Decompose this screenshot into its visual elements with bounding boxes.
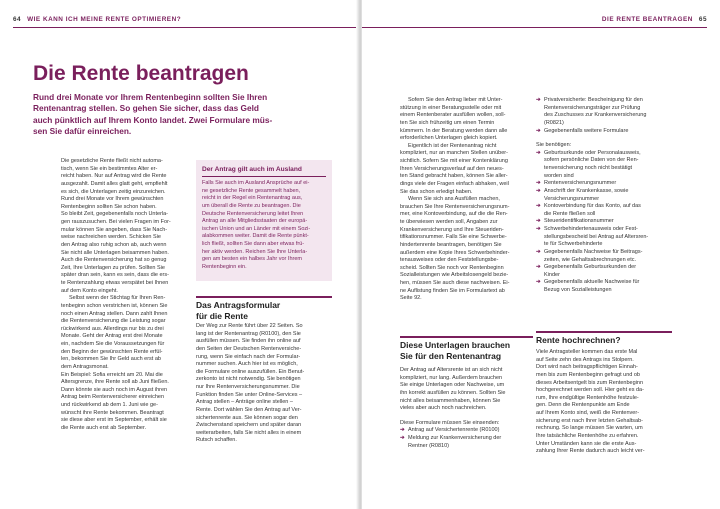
- list-item-line: Anschrift der Krankenkasse, sowie: [544, 187, 629, 194]
- right-column-1-top: [400, 97, 533, 303]
- text-line: Funktion finden Sie unter Online-Services –: [196, 391, 303, 398]
- list-item-line: worden sind: [544, 172, 574, 179]
- bullet-list: [400, 427, 533, 450]
- text-line: Altersgrenze, ihre Rente soll ab Juni fließen.: [61, 379, 169, 386]
- box-line: Rentenbeginn ein.: [202, 263, 247, 270]
- text-line: Eigentlich ist der Rentenantrag nicht: [408, 142, 497, 149]
- right-column-2-top: [536, 97, 672, 295]
- list-item-line: Meldung zur Krankenversicherung der: [408, 435, 502, 441]
- right-column-1-bottom: [400, 367, 533, 450]
- text-line: Antrag beim Rentenversicherer einreichen: [61, 394, 165, 401]
- text-line: tifikationsnummer. Falls Sie eine Schwerbe-: [400, 234, 507, 241]
- list-item-line: Rentner (R0810): [408, 442, 449, 449]
- text-line: Krankenversicherung und Ihre Steueriden-: [400, 226, 504, 233]
- list-item-line: Antrag auf Versichertenrente (R0100): [408, 427, 500, 434]
- text-line: kompliziert, nur an manchen Stellen unüber-: [400, 150, 508, 157]
- text-line: mer, eine Kontoverbindung, auf die die Ren-: [400, 211, 508, 218]
- text-line: einem Rentenberater ausfüllen wollen, soll-: [400, 112, 506, 119]
- text-line: auf dem Konto eingeht.: [61, 287, 118, 294]
- right-column-2-bottom: [536, 349, 672, 456]
- text-line: zahlung Ihrer Rente dadurch auch leicht ver-: [536, 448, 645, 455]
- box-line: reicht in der Regel ein Rentenantrag aus,: [202, 195, 303, 202]
- arrow-right-icon: ➔: [536, 218, 541, 225]
- list-item-line: Schwerbehindertenausweis oder Fest-: [544, 226, 638, 232]
- forms-intro: Diese Formulare müssen Sie einsenden:: [400, 419, 500, 426]
- running-head-left: [13, 16, 181, 23]
- box-line: ne gesetzliche Rente gesammelt haben,: [202, 187, 301, 194]
- text-line: rechnung. So lange müssen Sie warten, um: [536, 425, 643, 432]
- text-line: später dran sein, kann es sein, dass die ers-: [61, 272, 169, 279]
- text-line: weiterarbeiten, falls Sie nicht alles in einem: [196, 429, 302, 436]
- text-line: scheid. Sollten Sie noch vor Rentenbeginn: [400, 264, 504, 271]
- page-number-right: 65: [698, 16, 707, 23]
- text-line: ihn korrekt ausfüllen zu können. Sollten Sie: [400, 389, 506, 396]
- box-line: alabkommen weiter. Damit die Rente pünkt-: [202, 233, 309, 240]
- list-item-line: Bezug von Sozialleistungen: [544, 287, 612, 293]
- text-line: Unter Umständen kann sie die erste Aus-: [536, 440, 637, 447]
- text-line: Sie das schon erledigt haben.: [400, 188, 473, 195]
- paragraph: [61, 158, 187, 295]
- arrow-right-icon: ➔: [536, 203, 541, 210]
- box-line: um überall die Rente zu beantragen. Die: [202, 202, 301, 209]
- text-line: die Rente auch erst ab September.: [61, 424, 146, 431]
- list-item-line: (R0821): [544, 119, 564, 126]
- text-line: ausgezahlt. Damit alles glatt geht, empfiehlt: [61, 180, 168, 187]
- text-line: Ihre tatsächliche Rentenhöhe zu erfahren.: [536, 432, 639, 439]
- info-box-title: Der Antrag gilt auch im Ausland: [202, 166, 326, 177]
- list-item-line: Kinder: [544, 271, 560, 278]
- text-line: rung, wenn Sie einfach nach der Formular-: [196, 353, 301, 360]
- page-number-left: 64: [13, 16, 22, 23]
- text-line: Rund drei Monate vor Ihrem gewünschten: [61, 196, 164, 203]
- text-line: dieses Arbeitsentgelt bis zum Rentenbeginn: [536, 379, 644, 386]
- text-line: ausfüllen müssen. Sie finden ihn online auf: [196, 338, 301, 345]
- text-line: tisch, wenn Sie ein bestimmtes Alter er-: [61, 165, 158, 172]
- list-item-line: Rentenversicherungsnummer: [544, 180, 617, 187]
- text-line: Der Weg zur Rente führt über 22 Seiten. So: [196, 323, 303, 329]
- text-line: zerkonto ist nicht notwendig. Sie benötigen: [196, 376, 301, 383]
- box-line: Deutsche Rentenversicherung leitet Ihren: [202, 210, 304, 217]
- left-column-1: [61, 158, 187, 433]
- list-item-line: Gegebenenfalls Nachweise für Beitrags-: [544, 248, 643, 255]
- header-rule-right: [362, 27, 707, 28]
- subheading-line: für die Rente: [196, 310, 248, 321]
- text-line: te Rentenzahlung etwas verspätet bei Ihnen: [61, 280, 169, 286]
- text-line: Monate. Geht der Antrag erst drei Monate: [61, 333, 163, 340]
- text-line: men bis zum Rentenbeginn gefragt und ob: [536, 371, 640, 378]
- left-column-2: [196, 323, 332, 445]
- paragraph: [61, 295, 187, 371]
- box-line: lich fließt, sollten Sie dann aber etwas frü-: [202, 241, 305, 247]
- text-line: Sie nicht alle Unterlagen beisammen haben.: [61, 249, 169, 256]
- list-item: [536, 249, 672, 264]
- text-line: nummer suchen. Auch hier ist es möglich,: [196, 361, 298, 368]
- running-head-right: [602, 16, 707, 23]
- list-item-line: Versicherungsnummer: [544, 195, 600, 202]
- list-item: [536, 264, 672, 279]
- list-item-line: Gegebenenfalls Geburtsurkunden der: [544, 264, 637, 271]
- text-line: weise nachreichen werden. Schicken Sie: [61, 234, 161, 241]
- text-line: Rentenbeginn sollten Sie schon haben.: [61, 203, 157, 210]
- list-item: [536, 150, 672, 181]
- text-line: tenausweises oder den Feststellungsbe-: [400, 257, 499, 264]
- list-item-line: die Rente fließen soll: [544, 210, 596, 217]
- list-item: [536, 226, 672, 249]
- list-item-line: tenversicherung noch nicht bestätigt: [544, 165, 633, 171]
- header-rule-left: [13, 27, 358, 28]
- needs-intro: Sie benötigen:: [536, 142, 572, 149]
- text-line: Ein Beispiel: Sofia erreicht am 20. Mai die: [61, 371, 163, 378]
- lead-line: Rund drei Monate vor Ihrem Rentenbeginn sollten Sie Ihren: [33, 92, 268, 102]
- text-line: Die gesetzliche Rente fließt nicht automa-: [61, 158, 163, 164]
- list-item-line: Gegebenenfalls weitere Formulare: [544, 127, 629, 134]
- text-line: rum, Ihre endgültige Rentenhöhe festzule-: [536, 394, 639, 401]
- text-line: Sozialleistungen wie Arbeitslosengeld bezie-: [400, 272, 509, 279]
- text-line: reicht haben. Nur auf Antrag wird die Rente: [61, 173, 167, 180]
- text-line: auf Ihrem Konto sind, weiß die Rentenver-: [536, 410, 640, 416]
- text-line: vieles aber auch noch nachreichen.: [400, 405, 487, 412]
- subheading-line: Das Antragsformular: [196, 300, 281, 310]
- text-line: brauchen Sie Ihre Rentenversicherungsnum-: [400, 203, 510, 210]
- paragraph: [400, 196, 533, 303]
- list-item-line: Privatversicherte: Bescheinigung für den: [544, 97, 643, 103]
- text-line: Dort wird nach beitragspflichtigen Einnah-: [536, 364, 638, 371]
- lead-line: Rentenantrag stellen. So gehen Sie sicher, dass das Geld: [33, 103, 259, 114]
- arrow-right-icon: ➔: [400, 435, 405, 441]
- text-line: den Beginn der gewünschten Rente erfül-: [61, 348, 163, 355]
- text-line: sichertenrente aus. Sie können sogar den: [196, 414, 298, 421]
- list-item: [536, 188, 672, 203]
- subheading-antragsformular: [196, 298, 332, 321]
- box-line: gen am besten ein halbes Jahr vor Ihrem: [202, 256, 302, 263]
- text-line: dem Antragsmonat.: [61, 363, 109, 370]
- text-line: kompliziert, nur lang. Außerdem brauchen: [400, 374, 503, 381]
- text-line: stützung in einer Beratungsstelle oder mit: [400, 104, 502, 111]
- text-line: Dann könnte sie auch noch im August ihren: [61, 386, 168, 393]
- text-line: erforderlichen Unterlagen gleich kopiert.: [400, 135, 498, 142]
- text-line: ten Sie sich frühzeitig um einen Termin: [400, 119, 495, 126]
- text-line: Seite 92.: [400, 295, 422, 302]
- list-item-line: zeiten, wie Gehaltsabrechnungen etc.: [544, 256, 637, 263]
- list-item-line: Geburtsurkunde oder Personalausweis,: [544, 149, 641, 156]
- text-line: mular können Sie angeben, dass Sie Nach-: [61, 226, 168, 233]
- info-box: [196, 160, 332, 281]
- text-line: ten Stand gebracht haben, können Sie aller-: [400, 173, 508, 180]
- lead-line: sen Sie dafür einreichen.: [33, 125, 132, 136]
- list-item-line: Gegebenenfalls aktuelle Nachweise für: [544, 279, 640, 286]
- box-line: her aktiv werden. Reichen Sie Ihre Unterla-: [202, 248, 308, 255]
- text-line: Zeit, Ihre Unterlagen zu prüfen. Sollten Sie: [61, 264, 165, 271]
- text-line: dings viele der Fragen einfach abhaken, weil: [400, 180, 509, 187]
- text-line: te überwiesen werden soll, Angaben zur: [400, 219, 498, 225]
- text-line: ein, nachdem Sie die Voraussetzungen für: [61, 341, 165, 347]
- paragraph: [400, 143, 533, 196]
- running-head-text-right: DIE RENTE BEANTRAGEN: [601, 16, 693, 23]
- text-line: nicht alles beisammenhaben, können Sie: [400, 397, 501, 404]
- text-line: tenbeginn schon verstrichen ist, können Sie: [61, 302, 168, 309]
- arrow-right-icon: ➔: [536, 97, 541, 103]
- arrow-right-icon: ➔: [400, 427, 405, 434]
- list-item: [536, 203, 672, 218]
- list-item: [400, 435, 533, 450]
- list-item: [536, 218, 672, 226]
- text-line: Viele Antragsteller kommen das erste Mal: [536, 349, 638, 355]
- right-page: [362, 0, 720, 509]
- subheading-line: Sie für den Rentenantrag: [400, 350, 502, 361]
- text-line: sicherung erst nach Ihrer letzten Gehaltsab-: [536, 417, 644, 424]
- text-line: den Seiten der Deutschen Rentenversiche-: [196, 345, 302, 352]
- text-line: den Antrag also ruhig schon ab, auch wenn: [61, 241, 167, 248]
- list-item-line: des Zuschusses zur Krankenversicherung: [544, 112, 647, 119]
- text-line: Rente. Dort wählen Sie den Antrag auf Ver-: [196, 406, 302, 413]
- box-line: Antrag an alle Mitgliedsstaaten der europä-: [202, 218, 308, 225]
- text-line: außerdem eine Kopie Ihres Schwerbehinder-: [400, 249, 510, 256]
- text-line: auf Seite zehn des Antrags ins Stolpern.: [536, 356, 634, 363]
- arrow-right-icon: ➔: [536, 149, 541, 156]
- list-item-line: Kontoverbindung für das Konto, auf das: [544, 203, 641, 210]
- text-line: hindertenrente beantragen, benötigen Sie: [400, 241, 502, 248]
- text-line: len, bekommen Sie Ihr Geld auch erst ab: [61, 356, 161, 363]
- subheading-line: Diese Unterlagen brauchen: [400, 340, 511, 350]
- text-line: Der Antrag auf Altersrente ist an sich nicht: [400, 367, 503, 373]
- arrow-right-icon: ➔: [536, 187, 541, 194]
- text-line: Sie einige Unterlagen oder Nachweise, um: [400, 382, 505, 389]
- list-item: [536, 180, 672, 188]
- subheading-hochrechnen: Rente hochrechnen?: [536, 335, 621, 345]
- lead-line: auch pünktlich auf Ihrem Konto landet. Zwei Formulare müs-: [33, 114, 273, 125]
- text-line: sichtlich. Sofern Sie mit einer Kontenklärung: [400, 158, 508, 164]
- text-line: und rückwirkend ab dem 1. Juni wie ge-: [61, 402, 158, 408]
- text-line: die Rentenversicherung die Leistung sogar: [61, 318, 166, 325]
- info-box-text: [202, 180, 326, 272]
- text-line: kümmern. In der Beratung werden dann alle: [400, 127, 508, 134]
- text-line: ne Auflistung finden Sie im Formulartext ab: [400, 287, 505, 294]
- arrow-right-icon: ➔: [536, 226, 541, 232]
- text-line: hochgerechnet werden soll. Hier geht es da-: [536, 387, 644, 394]
- text-line: Rutsch schaffen.: [196, 437, 237, 444]
- paragraph: [400, 97, 533, 143]
- list-item: [536, 97, 672, 128]
- text-line: Sofern Sie den Antrag lieber mit Unter-: [408, 97, 503, 103]
- text-line: gen. Denn die Rentenpunkte am Ende: [536, 402, 630, 409]
- arrow-right-icon: ➔: [536, 279, 541, 286]
- box-line: ischen Union und an Länder mit einem Sozi-: [202, 225, 311, 232]
- arrow-right-icon: ➔: [536, 264, 541, 271]
- bullet-list: [536, 97, 672, 135]
- running-head-text-left: WIE KANN ICH MEINE RENTE OPTIMIEREN?: [27, 16, 182, 23]
- list-item-line: te für Schwerbehinderte: [544, 241, 603, 248]
- text-line: Ihren Versicherungsverlauf auf den neues-: [400, 165, 504, 172]
- list-item: [536, 128, 672, 136]
- list-item: [400, 427, 533, 435]
- text-line: nur Ihre Rentenversicherungsnummer. Die: [196, 384, 300, 390]
- text-line: Selbst wenn der Stichtag für Ihren Ren-: [69, 295, 166, 302]
- arrow-right-icon: ➔: [536, 248, 541, 255]
- paragraph: [61, 372, 187, 433]
- list-item-line: Rentenversicherungsträger zur Prüfung: [544, 104, 641, 111]
- list-item-line: Steueridentifikationsnummer: [544, 218, 614, 225]
- text-line: Wenn Sie sich ans Ausfüllen machen,: [408, 196, 500, 203]
- page-title: Die Rente beantragen: [33, 62, 249, 85]
- left-page: [0, 0, 358, 509]
- box-line: Falls Sie auch im Ausland Ansprüche auf ei-: [202, 180, 310, 186]
- list-item-line: stellungsbescheid bei Antrag auf Altersren-: [544, 233, 649, 240]
- text-line: sie diese aber erst im September, erhält sie: [61, 417, 167, 424]
- list-item-line: sofern persönliche Daten von der Ren-: [544, 157, 639, 164]
- text-line: die Formulare online auszufüllen. Ein Benut-: [196, 368, 305, 375]
- list-item: [536, 279, 672, 294]
- text-line: Antrag stellen – Anträge online stellen –: [196, 399, 293, 406]
- text-line: rückwirkend aus. Allerdings nur bis zu drei: [61, 325, 164, 332]
- bullet-list: [536, 150, 672, 295]
- text-line: Auch die Rentenversicherung hat so genug: [61, 257, 167, 264]
- text-line: gen rauszusuchen. Bei vielen Fragen im For-: [61, 219, 171, 225]
- text-line: Zwischenstand speichern und später daran: [196, 422, 302, 429]
- arrow-right-icon: ➔: [536, 180, 541, 187]
- text-line: es sich, die Unterlagen zeitig einzureichen.: [61, 188, 166, 195]
- text-line: hen, müssen Sie auch diese nachweisen. Ei-: [400, 280, 510, 286]
- arrow-right-icon: ➔: [536, 127, 541, 134]
- subheading-unterlagen: [400, 338, 533, 361]
- text-line: So bleibt Zeit, gegebenenfalls noch Unterla-: [61, 211, 169, 218]
- text-line: wünscht ihre Rente bekommen. Beantragt: [61, 409, 164, 416]
- text-line: lang ist der Rentenantrag (R0100), den Sie: [196, 330, 301, 337]
- text-line: noch einen Antrag stellen. Dann zahlt Ihnen: [61, 310, 168, 317]
- lead-paragraph: [33, 92, 333, 137]
